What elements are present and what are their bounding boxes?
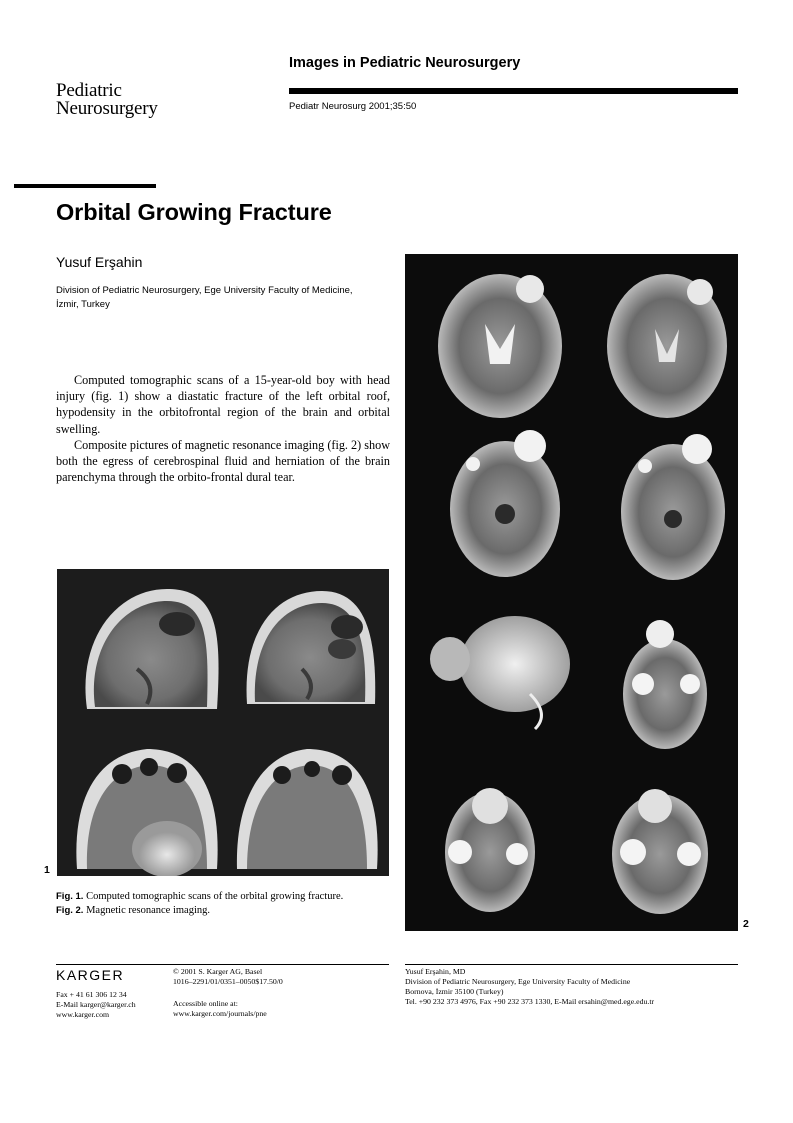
figure-captions: [56, 890, 390, 917]
figure-1-caption: [56, 890, 390, 904]
online-label: Accessible online at:: [173, 999, 238, 1008]
article-body: [56, 372, 390, 485]
contact-name: Yusuf Erşahin, MD: [405, 967, 466, 976]
article-title: Orbital Growing Fracture: [56, 199, 332, 225]
figure-2-caption-text: Magnetic resonance imaging.: [83, 904, 210, 916]
copyright-info: [173, 967, 283, 1019]
figure-2-label: Fig. 2.: [56, 904, 84, 916]
journal-logo-line2: Neurosurgery: [56, 98, 158, 119]
publisher-email[interactable]: E-Mail karger@karger.ch: [56, 1000, 136, 1009]
correspondence: [405, 967, 654, 1007]
figure-1-number: 1: [44, 864, 50, 876]
copyright: © 2001 S. Karger AG, Basel: [173, 967, 263, 976]
figure-1-label: Fig. 1.: [56, 891, 84, 902]
publisher-web[interactable]: www.karger.com: [56, 1010, 110, 1019]
figure-1-ct-scans: [57, 569, 389, 876]
paragraph: Computed tomographic scans of a 15-year-old boy with head injury (fig. 1) show a diastatic fracture of the left orbital roof, hypodensity in the orbitofrontal region of the brain and orbital swelling.: [56, 373, 390, 436]
publisher-contact: [56, 990, 136, 1020]
publisher-fax: Fax + 41 61 306 12 34: [56, 990, 127, 999]
figure-2-number: 2: [743, 918, 749, 930]
citation: Pediatr Neurosurg 2001;35:50: [289, 101, 417, 112]
footer-rule-right: [405, 964, 738, 965]
figure-1-caption-text: Computed tomographic scans of the orbital growing fracture.: [83, 891, 344, 902]
title-rule: [14, 184, 156, 188]
contact-division: Division of Pediatric Neurosurgery, Ege University Faculty of Medicine: [405, 977, 631, 986]
figure-2-caption: [56, 904, 390, 918]
affiliation: Division of Pediatric Neurosurgery, Ege University Faculty of Medicine, İzmir, Turkey: [56, 285, 353, 310]
footer-rule-left: [56, 964, 389, 965]
journal-logo: [56, 82, 158, 118]
mri-row1-right: [607, 274, 727, 418]
section-title: Images in Pediatric Neurosurgery: [289, 55, 521, 71]
contact-phone: Tel. +90 232 373 4976, Fax +90 232 373 1330, E-Mail ersahin@med.ege.edu.tr: [405, 997, 655, 1006]
contact-address: Bornova, İzmir 35100 (Turkey): [405, 987, 504, 996]
issn: 1016–2291/01/0351–0050$17.50/0: [173, 977, 283, 986]
mri-row1-left: [438, 274, 562, 418]
publisher-logo: KARGER: [56, 967, 125, 983]
header-rule: [289, 88, 738, 94]
figure-2-mri: [405, 254, 738, 931]
paragraph: Composite pictures of magnetic resonance imaging (fig. 2) show both the egress of cerebrospinal fluid and herniation of the brain parenchyma through the orbito-frontal dural tear.: [56, 437, 390, 485]
online-url[interactable]: www.karger.com/journals/pne: [173, 1009, 267, 1018]
journal-logo-line1: Pediatric: [56, 80, 122, 101]
author: Yusuf Erşahin: [56, 254, 143, 270]
